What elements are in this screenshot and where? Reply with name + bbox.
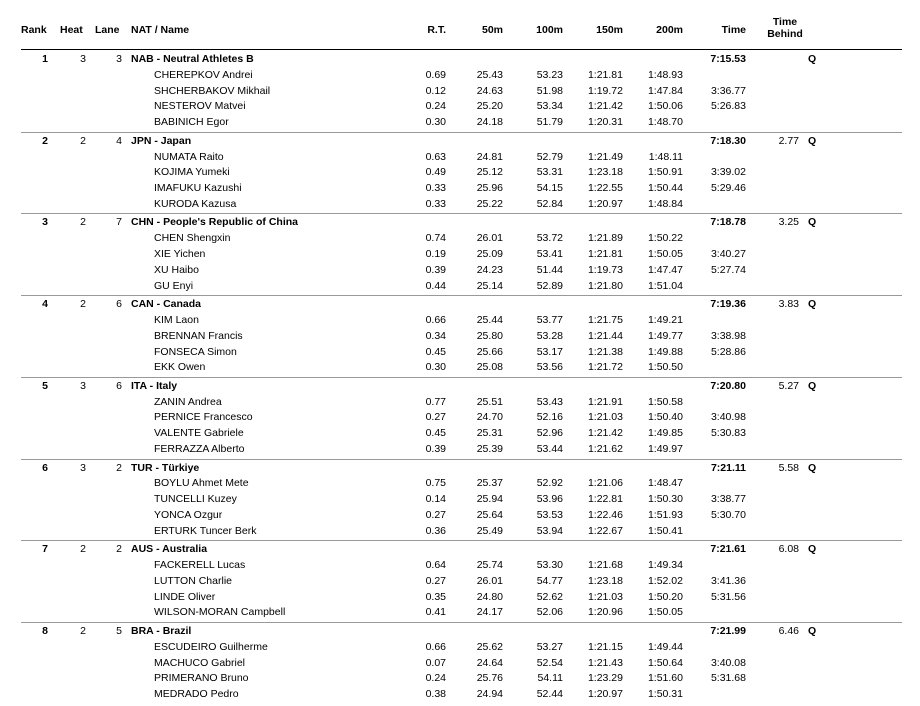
split-200m: 1:50.30 (647, 493, 683, 506)
split-100m: 53.53 (536, 508, 563, 521)
swimmer-reaction-time: 0.33 (425, 182, 446, 195)
cumulative-time: 5:26.83 (710, 100, 746, 113)
split-50m: 25.44 (476, 313, 503, 326)
split-200m: 1:49.77 (647, 329, 683, 342)
split-100m: 52.79 (536, 150, 563, 163)
team-lane: 6 (116, 298, 122, 311)
qualified-mark: Q (808, 216, 817, 229)
swimmer-reaction-time: 0.14 (425, 493, 446, 506)
swimmer-name: GU Enyi (154, 279, 194, 292)
team-name: CAN - Canada (131, 298, 202, 311)
cumulative-time: 5:30.83 (710, 427, 746, 440)
swimmer-name: MEDRADO Pedro (154, 688, 239, 701)
split-150m: 1:19.72 (587, 84, 623, 97)
split-200m: 1:49.34 (647, 559, 683, 571)
team-separator (21, 622, 902, 623)
swimmer-reaction-time: 0.75 (425, 477, 446, 490)
qualified-mark: Q (808, 134, 817, 147)
split-200m: 1:48.70 (647, 116, 683, 129)
split-150m: 1:23.18 (587, 574, 623, 587)
split-200m: 1:52.02 (647, 574, 683, 587)
team-time-behind: 3.25 (778, 216, 799, 229)
split-50m: 25.22 (476, 197, 503, 210)
split-200m: 1:47.47 (647, 263, 683, 276)
swimmer-reaction-time: 0.44 (425, 279, 446, 292)
swimmer-name: ESCUDEIRO Guilherme (154, 640, 268, 653)
swimmer-name: NUMATA Raito (154, 150, 224, 163)
split-150m: 1:23.29 (587, 672, 623, 685)
team-name: CHN - People's Republic of China (131, 216, 299, 229)
swimmer-name: BOYLU Ahmet Mete (154, 477, 249, 490)
cumulative-time: 5:27.74 (710, 263, 746, 276)
split-100m: 53.41 (536, 248, 563, 260)
swimmer-reaction-time: 0.30 (425, 361, 446, 374)
split-50m: 25.96 (476, 182, 503, 195)
split-150m: 1:21.44 (587, 329, 623, 342)
split-150m: 1:21.81 (587, 68, 623, 81)
swimmer-name: KIM Laon (154, 313, 199, 326)
team-time-behind: 3.83 (778, 298, 799, 311)
swimmer-reaction-time: 0.19 (425, 248, 446, 260)
split-50m: 25.31 (476, 427, 503, 440)
team-time: 7:19.36 (710, 298, 746, 311)
split-50m: 25.43 (476, 68, 503, 81)
split-150m: 1:21.80 (587, 279, 623, 292)
qualified-mark: Q (808, 624, 817, 637)
split-100m: 52.62 (536, 590, 563, 603)
split-200m: 1:50.44 (647, 182, 683, 195)
cumulative-time: 3:39.02 (710, 166, 746, 179)
split-200m: 1:49.21 (647, 313, 683, 326)
split-200m: 1:51.04 (647, 279, 683, 292)
split-50m: 25.09 (476, 248, 503, 260)
team-heat: 3 (80, 461, 86, 474)
team-name: BRA - Brazil (131, 624, 192, 637)
team-name: ITA - Italy (131, 379, 178, 392)
split-100m: 54.15 (536, 182, 563, 195)
team-lane: 4 (116, 134, 122, 147)
swimmer-reaction-time: 0.69 (425, 68, 446, 81)
swimmer-reaction-time: 0.66 (425, 313, 446, 326)
header-50m: 50m (481, 24, 503, 36)
team-separator (21, 459, 902, 460)
team-heat: 2 (80, 543, 86, 556)
split-100m: 52.84 (536, 197, 563, 210)
team-time-behind: 2.77 (778, 134, 799, 147)
split-100m: 51.79 (536, 116, 563, 129)
split-100m: 52.16 (536, 411, 563, 424)
split-200m: 1:50.05 (647, 606, 683, 619)
swimmer-reaction-time: 0.34 (425, 329, 446, 342)
split-200m: 1:49.88 (647, 345, 683, 358)
split-200m: 1:50.31 (647, 688, 683, 701)
split-100m: 53.23 (536, 68, 563, 81)
team-rank: 8 (42, 624, 48, 637)
split-150m: 1:21.43 (587, 656, 623, 669)
swimmer-name: WILSON-MORAN Campbell (154, 606, 286, 619)
swimmer-name: KOJIMA Yumeki (154, 166, 230, 179)
split-150m: 1:21.72 (587, 361, 623, 374)
split-150m: 1:21.42 (587, 100, 623, 113)
cumulative-time: 5:29.46 (710, 182, 746, 195)
swimmer-reaction-time: 0.27 (425, 574, 446, 587)
team-name: NAB - Neutral Athletes B (131, 53, 254, 65)
split-150m: 1:20.31 (587, 116, 623, 129)
swimmer-name: SHCHERBAKOV Mikhail (154, 84, 271, 97)
split-50m: 25.12 (476, 166, 503, 179)
split-50m: 25.14 (476, 279, 503, 292)
split-100m: 52.54 (536, 656, 563, 669)
split-50m: 24.23 (476, 263, 503, 276)
split-100m: 53.28 (536, 329, 563, 342)
team-rank: 1 (42, 53, 48, 65)
split-100m: 52.92 (536, 477, 563, 490)
cumulative-time: 3:36.77 (710, 84, 746, 97)
swimmer-name: PERNICE Francesco (154, 411, 253, 424)
qualified-mark: Q (808, 53, 817, 65)
split-100m: 53.30 (536, 559, 563, 571)
team-time: 7:18.78 (710, 216, 746, 229)
split-50m: 25.39 (476, 443, 503, 455)
team-time: 7:21.11 (710, 461, 746, 474)
split-150m: 1:21.03 (587, 411, 623, 424)
split-200m: 1:49.97 (647, 443, 683, 455)
split-50m: 25.76 (476, 672, 503, 685)
swimmer-name: LINDE Oliver (154, 590, 216, 603)
split-150m: 1:21.49 (587, 150, 623, 163)
header-200m: 200m (656, 24, 683, 36)
team-name: JPN - Japan (131, 134, 192, 147)
split-200m: 1:47.84 (647, 84, 683, 97)
swimmer-name: XU Haibo (154, 263, 199, 276)
split-100m: 53.96 (536, 493, 563, 506)
swimmer-reaction-time: 0.66 (425, 640, 446, 653)
swimmer-reaction-time: 0.24 (425, 100, 446, 113)
header-nat-name: NAT / Name (131, 24, 190, 36)
swimmer-name: VALENTE Gabriele (154, 427, 244, 440)
team-rank: 5 (42, 379, 48, 392)
split-100m: 53.27 (536, 640, 563, 653)
split-100m: 53.34 (536, 100, 563, 113)
split-200m: 1:51.60 (647, 672, 683, 685)
split-200m: 1:48.84 (647, 197, 683, 210)
split-50m: 24.94 (476, 688, 503, 701)
split-200m: 1:49.44 (647, 640, 683, 653)
swimmer-name: PRIMERANO Bruno (154, 672, 249, 685)
split-150m: 1:22.67 (587, 524, 623, 537)
team-rank: 2 (42, 134, 48, 147)
split-150m: 1:20.96 (587, 606, 623, 619)
swimmer-name: XIE Yichen (154, 248, 206, 260)
split-200m: 1:51.93 (647, 508, 683, 521)
swimmer-name: IMAFUKU Kazushi (154, 182, 242, 195)
swimmer-reaction-time: 0.77 (425, 395, 446, 408)
cumulative-time: 3:38.98 (710, 329, 746, 342)
team-time-behind: 6.08 (778, 543, 799, 556)
split-200m: 1:50.40 (647, 411, 683, 424)
split-100m: 51.44 (536, 263, 563, 276)
split-50m: 25.94 (476, 493, 503, 506)
split-200m: 1:50.58 (647, 395, 683, 408)
team-heat: 3 (80, 53, 86, 65)
split-50m: 24.81 (476, 150, 503, 163)
qualified-mark: Q (808, 298, 817, 311)
team-rank: 3 (42, 216, 48, 229)
header-150m: 150m (596, 24, 623, 36)
swimmer-reaction-time: 0.24 (425, 672, 446, 685)
swimmer-name: CHEREPKOV Andrei (154, 68, 253, 81)
swimmer-reaction-time: 0.07 (425, 656, 446, 669)
cumulative-time: 5:30.70 (710, 508, 746, 521)
cumulative-time: 3:41.36 (710, 574, 746, 587)
split-100m: 52.06 (536, 606, 563, 619)
team-lane: 3 (116, 53, 122, 65)
split-50m: 25.08 (476, 361, 503, 374)
team-heat: 2 (80, 134, 86, 147)
swimmer-name: FERRAZZA Alberto (154, 443, 245, 455)
cumulative-time: 3:38.77 (710, 493, 746, 506)
swimmer-reaction-time: 0.63 (425, 150, 446, 163)
cumulative-time: 5:31.68 (710, 672, 746, 685)
swimmer-name: FONSECA Simon (154, 345, 237, 358)
split-150m: 1:21.91 (587, 395, 623, 408)
split-100m: 53.72 (536, 232, 563, 245)
cumulative-time: 3:40.08 (710, 656, 746, 669)
swimmer-reaction-time: 0.35 (425, 590, 446, 603)
split-100m: 53.44 (536, 443, 563, 455)
split-100m: 53.17 (536, 345, 563, 358)
split-100m: 53.56 (536, 361, 563, 374)
team-separator (21, 540, 902, 541)
split-150m: 1:21.81 (587, 248, 623, 260)
swimmer-name: BRENNAN Francis (154, 329, 243, 342)
cumulative-time: 3:40.27 (710, 248, 746, 260)
team-time: 7:20.80 (710, 379, 746, 392)
swimmer-reaction-time: 0.45 (425, 345, 446, 358)
cumulative-time: 5:31.56 (710, 590, 746, 603)
swimmer-name: ZANIN Andrea (154, 395, 222, 408)
split-150m: 1:19.73 (587, 263, 623, 276)
team-time-behind: 5.58 (778, 461, 799, 474)
team-rank: 7 (42, 543, 48, 556)
header-rule (21, 49, 902, 50)
split-50m: 24.80 (476, 590, 503, 603)
header-100m: 100m (536, 24, 563, 36)
split-200m: 1:48.11 (648, 150, 683, 163)
split-150m: 1:21.42 (587, 427, 623, 440)
team-rank: 6 (42, 461, 48, 474)
header-lane: Lane (95, 24, 120, 36)
swimmer-reaction-time: 0.39 (425, 263, 446, 276)
swimmer-reaction-time: 0.64 (425, 559, 446, 571)
split-100m: 51.98 (536, 84, 563, 97)
swimmer-name: NESTEROV Matvei (154, 100, 246, 113)
team-lane: 7 (116, 216, 122, 229)
split-150m: 1:21.38 (587, 345, 623, 358)
swimmer-name: FACKERELL Lucas (154, 559, 246, 571)
cumulative-time: 5:28.86 (710, 345, 746, 358)
swimmer-reaction-time: 0.74 (425, 232, 446, 245)
team-name: AUS - Australia (131, 543, 208, 556)
team-lane: 2 (116, 461, 122, 474)
split-50m: 26.01 (476, 574, 503, 587)
swimmer-reaction-time: 0.45 (425, 427, 446, 440)
team-separator (21, 295, 902, 296)
header-time: Time (721, 24, 746, 36)
swimmer-reaction-time: 0.36 (425, 524, 446, 537)
split-200m: 1:50.22 (647, 232, 683, 245)
qualified-mark: Q (808, 461, 817, 474)
split-150m: 1:22.46 (587, 508, 623, 521)
split-50m: 24.70 (476, 411, 503, 424)
swimmer-reaction-time: 0.33 (425, 197, 446, 210)
header-time-behind-line1: Time (772, 16, 798, 28)
swimmer-reaction-time: 0.27 (425, 508, 446, 521)
swimmer-reaction-time: 0.12 (425, 84, 446, 97)
swimmer-reaction-time: 0.41 (425, 606, 446, 619)
split-50m: 25.62 (476, 640, 503, 653)
swimmer-reaction-time: 0.38 (425, 688, 446, 701)
split-50m: 25.64 (476, 508, 503, 521)
split-150m: 1:22.81 (587, 493, 623, 506)
split-100m: 53.43 (536, 395, 563, 408)
split-50m: 25.74 (476, 559, 503, 571)
qualified-mark: Q (808, 379, 817, 392)
split-150m: 1:21.06 (587, 477, 623, 490)
split-50m: 25.66 (476, 345, 503, 358)
split-200m: 1:50.50 (647, 361, 683, 374)
swimmer-name: LUTTON Charlie (154, 574, 232, 587)
split-150m: 1:20.97 (587, 688, 623, 701)
split-50m: 25.37 (476, 477, 503, 490)
split-150m: 1:21.62 (587, 443, 623, 455)
split-150m: 1:22.55 (587, 182, 623, 195)
split-200m: 1:50.91 (647, 166, 683, 179)
swimmer-reaction-time: 0.27 (425, 411, 446, 424)
header-reaction-time: R.T. (427, 24, 446, 36)
team-heat: 3 (80, 379, 86, 392)
qualified-mark: Q (808, 543, 817, 556)
split-200m: 1:50.20 (647, 590, 683, 603)
team-time: 7:21.61 (710, 543, 746, 556)
split-50m: 24.17 (476, 606, 503, 619)
split-100m: 52.96 (536, 427, 563, 440)
swimmer-name: BABINICH Egor (154, 116, 229, 129)
team-heat: 2 (80, 298, 86, 311)
team-heat: 2 (80, 216, 86, 229)
team-time-behind: 5.27 (778, 379, 799, 392)
split-150m: 1:21.75 (587, 313, 623, 326)
split-100m: 54.77 (536, 574, 563, 587)
split-50m: 25.51 (476, 395, 503, 408)
team-name: TUR - Türkiye (131, 461, 200, 474)
split-100m: 52.44 (536, 688, 563, 701)
split-150m: 1:21.03 (587, 590, 623, 603)
split-200m: 1:48.93 (647, 68, 683, 81)
header-time-behind-line2: Behind (767, 28, 803, 40)
split-100m: 53.94 (536, 524, 563, 537)
swimmer-reaction-time: 0.30 (425, 116, 446, 129)
swimmer-name: TUNCELLI Kuzey (154, 493, 237, 506)
split-200m: 1:50.05 (647, 248, 683, 260)
team-time-behind: 6.46 (778, 624, 799, 637)
split-50m: 26.01 (476, 232, 503, 245)
team-heat: 2 (80, 624, 86, 637)
split-150m: 1:21.89 (587, 232, 623, 245)
split-50m: 24.18 (476, 116, 503, 129)
split-50m: 25.20 (476, 100, 503, 113)
team-separator (21, 377, 902, 378)
swimmer-name: MACHUCO Gabriel (154, 656, 246, 669)
swimmer-reaction-time: 0.49 (425, 166, 446, 179)
split-200m: 1:49.85 (647, 427, 683, 440)
team-time: 7:15.53 (710, 53, 746, 65)
swimmer-name: ERTURK Tuncer Berk (154, 524, 257, 537)
split-200m: 1:50.41 (647, 524, 683, 537)
team-separator (21, 132, 902, 133)
swimmer-name: EKK Owen (154, 361, 206, 374)
team-time: 7:18.30 (710, 134, 746, 147)
swimmer-name: YONCA Ozgur (154, 508, 223, 521)
header-rank: Rank (21, 24, 47, 36)
split-50m: 24.63 (476, 84, 503, 97)
split-100m: 53.77 (536, 313, 563, 326)
split-150m: 1:21.15 (587, 640, 623, 653)
swimmer-name: CHEN Shengxin (154, 232, 231, 245)
swimmer-reaction-time: 0.39 (425, 443, 446, 455)
split-100m: 54.11 (537, 672, 563, 685)
header-heat: Heat (60, 24, 83, 36)
split-150m: 1:21.68 (587, 559, 623, 571)
split-100m: 52.89 (536, 279, 563, 292)
split-200m: 1:50.06 (647, 100, 683, 113)
team-lane: 2 (116, 543, 122, 556)
swimmer-name: KURODA Kazusa (154, 197, 237, 210)
split-200m: 1:50.64 (647, 656, 683, 669)
cumulative-time: 3:40.98 (710, 411, 746, 424)
split-150m: 1:20.97 (587, 197, 623, 210)
team-rank: 4 (42, 298, 48, 311)
team-lane: 5 (116, 624, 122, 637)
split-200m: 1:48.47 (647, 477, 683, 490)
split-150m: 1:23.18 (587, 166, 623, 179)
team-separator (21, 213, 902, 214)
split-50m: 25.80 (476, 329, 503, 342)
team-lane: 6 (116, 379, 122, 392)
split-50m: 25.49 (476, 524, 503, 537)
team-time: 7:21.99 (710, 624, 746, 637)
split-100m: 53.31 (536, 166, 563, 179)
split-50m: 24.64 (476, 656, 503, 669)
